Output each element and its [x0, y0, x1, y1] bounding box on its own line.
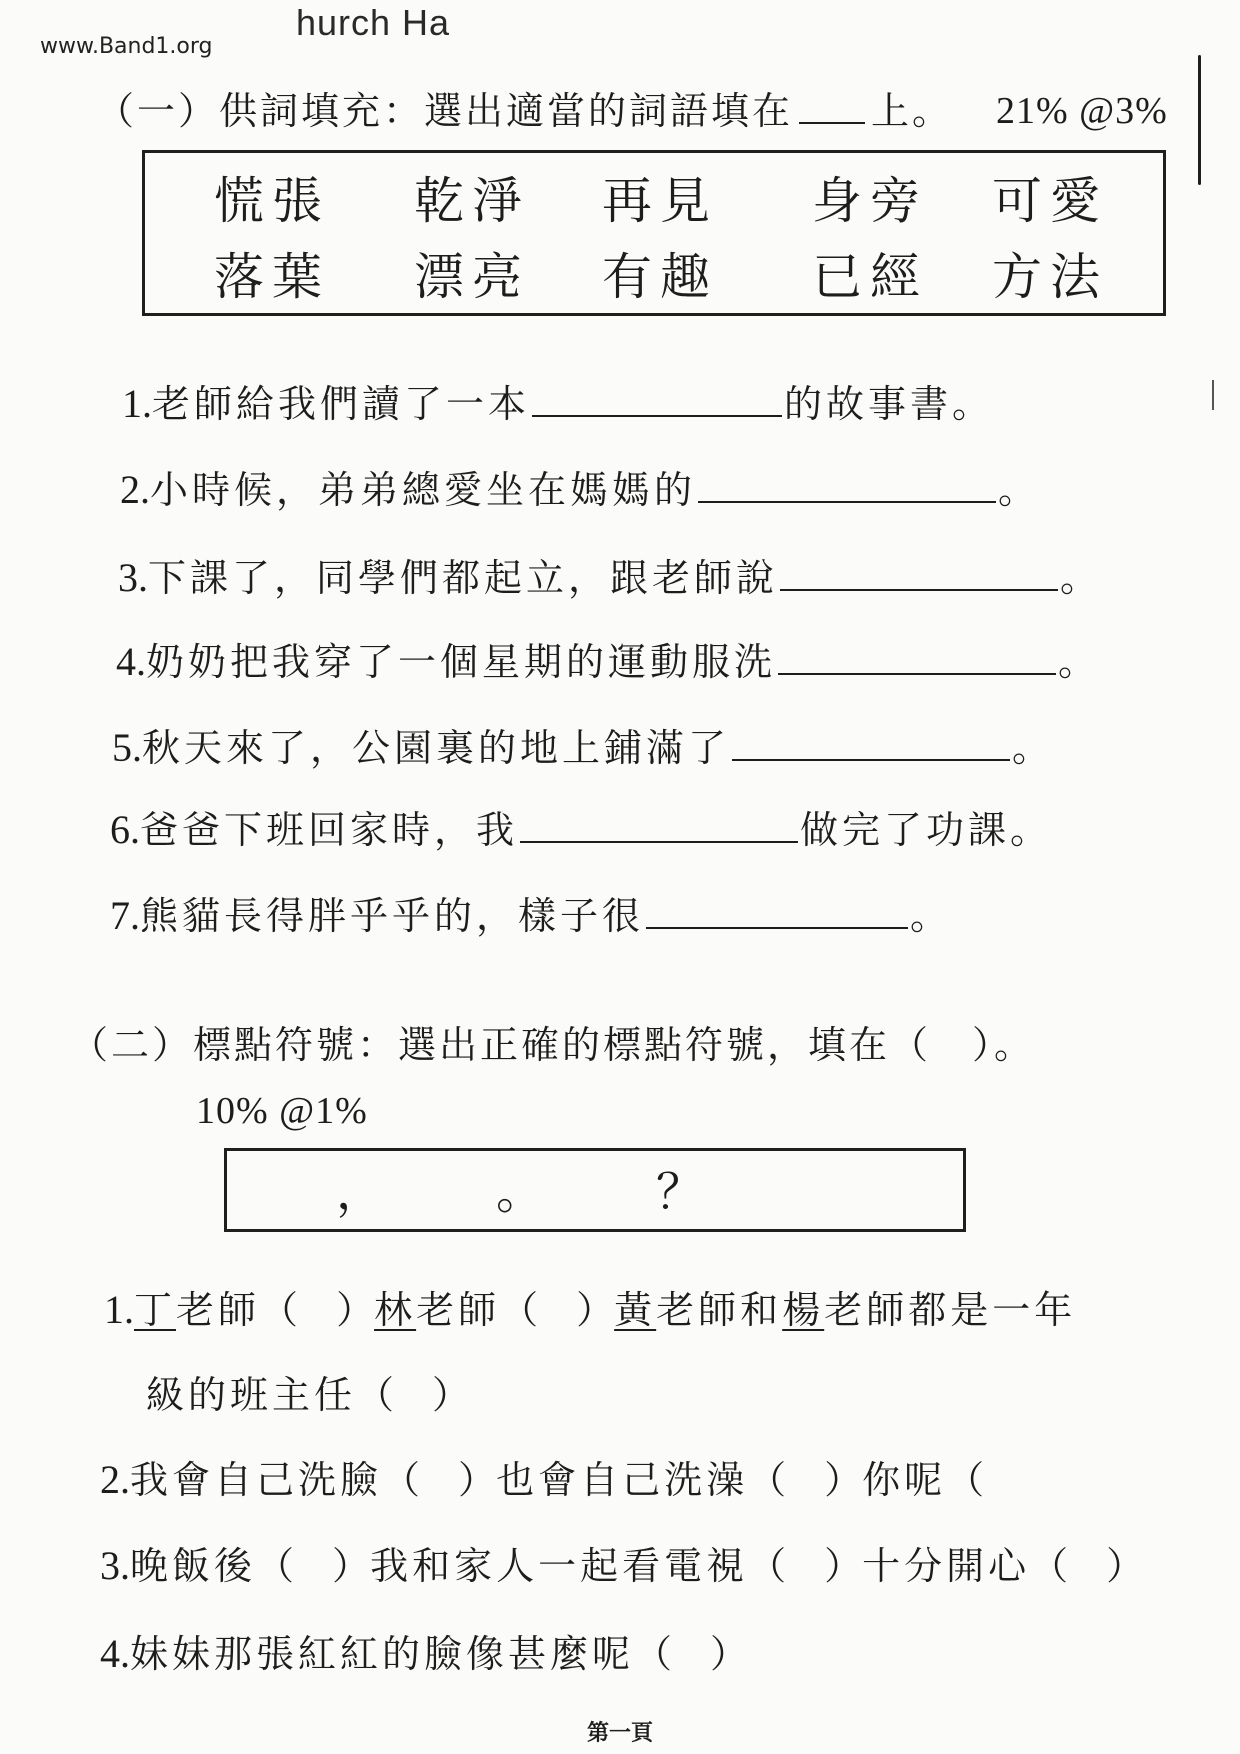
word-bank-item: 漂亮 [414, 248, 530, 306]
watermark-url[interactable]: www.Band1.org [40, 34, 213, 59]
question-text: 熊貓長得胖乎乎的，樣子很 [140, 894, 645, 938]
answer-blank[interactable] [732, 729, 1010, 761]
question-number: 4. [116, 639, 146, 684]
word-bank-item: 方法 [992, 248, 1108, 306]
surname-ding: 丁 [134, 1288, 177, 1332]
punct-question-4 [100, 1631, 749, 1676]
section2-title: （二）標點符號：選出正確的標點符號，填在（ ）。 [70, 1023, 1036, 1067]
fill-question-6 [110, 807, 1053, 852]
question-text-end: 的故事書。 [784, 382, 995, 426]
answer-blank[interactable] [698, 471, 996, 503]
question-number: 7. [110, 893, 140, 938]
question-number: 3. [100, 1543, 130, 1588]
question-text: 老師 [176, 1288, 261, 1332]
answer-blank[interactable] [780, 559, 1058, 591]
margin-line-short [1212, 380, 1214, 410]
answer-blank[interactable] [532, 385, 782, 417]
word-bank-item: 可愛 [992, 172, 1108, 230]
question-number: 4. [100, 1631, 130, 1676]
section1-title-text: （一）供詞填充：選出適當的詞語填在 [96, 89, 794, 133]
question-number: 3. [118, 555, 148, 600]
question-text: 老師給我們讀了一本 [152, 382, 531, 426]
word-bank-item: 乾淨 [414, 172, 530, 230]
question-text: 老師 [416, 1288, 501, 1332]
margin-line [1198, 55, 1201, 185]
section2-score: 10% @1% [196, 1090, 368, 1132]
question-number: 2. [120, 467, 150, 512]
question-number: 1. [122, 381, 152, 426]
section1-score: 21% @3% [996, 90, 1168, 132]
section1-title [96, 89, 954, 133]
question-text: 秋天來了，公園裏的地上鋪滿了 [142, 726, 731, 770]
question-number: 2. [100, 1457, 130, 1502]
fill-question-7 [110, 893, 953, 938]
question-text: 晚飯後 [130, 1544, 257, 1588]
answer-paren[interactable]: （ ） [748, 1544, 863, 1588]
answer-paren[interactable]: （ ） [356, 1373, 471, 1417]
fill-question-4 [116, 639, 1101, 684]
answer-paren[interactable]: （ ） [256, 1544, 371, 1588]
punct-question-2 [100, 1457, 985, 1502]
question-text-end: 。 [1058, 640, 1101, 684]
fill-question-3 [118, 555, 1103, 600]
answer-paren[interactable]: （ ） [382, 1458, 497, 1502]
word-bank-item: 已經 [812, 248, 928, 306]
answer-paren[interactable]: （ ） [260, 1288, 375, 1332]
answer-blank[interactable] [520, 811, 798, 843]
question-number: 1. [104, 1287, 134, 1332]
question-text-end: 。 [1060, 556, 1103, 600]
section1-title-suffix: 上。 [871, 89, 954, 133]
word-bank-item: 身旁 [812, 172, 928, 230]
question-number: 6. [110, 807, 140, 852]
answer-paren[interactable]: （ ） [634, 1632, 749, 1676]
header-fragment: hurch Ha [296, 2, 451, 42]
title-blank [799, 94, 865, 124]
question-text: 老師和 [656, 1288, 783, 1332]
fill-question-1 [122, 381, 995, 426]
question-text: 我和家人一起看電視 [370, 1544, 749, 1588]
question-text-end: 。 [1012, 726, 1055, 770]
answer-paren[interactable]: （ ） [748, 1458, 863, 1502]
question-text: 十分開心 [862, 1544, 1031, 1588]
punct-question-1-line2 [146, 1373, 471, 1417]
word-bank-item: 慌張 [214, 172, 330, 230]
comma-mark: ， [336, 1164, 385, 1220]
question-text: 下課了，同學們都起立，跟老師說 [148, 556, 779, 600]
answer-paren[interactable]: （ [946, 1458, 985, 1502]
question-text-end: 。 [910, 894, 953, 938]
question-text: 級的班主任 [146, 1373, 357, 1417]
surname-lin: 林 [374, 1288, 417, 1332]
question-mark: ？ [656, 1164, 705, 1220]
question-text: 你呢 [862, 1458, 947, 1502]
question-text: 奶奶把我穿了一個星期的運動服洗 [146, 640, 777, 684]
question-text-end: 。 [998, 468, 1041, 512]
page-number: 第一頁 [586, 1721, 653, 1746]
word-bank-item: 有趣 [602, 248, 718, 306]
question-number: 5. [112, 725, 142, 770]
answer-blank[interactable] [646, 897, 908, 929]
fill-question-2 [120, 467, 1041, 512]
surname-yang: 楊 [782, 1288, 825, 1332]
question-text: 也會自己洗澡 [496, 1458, 749, 1502]
punct-question-1 [104, 1287, 1077, 1332]
period-mark: 。 [496, 1164, 545, 1220]
question-text: 我會自己洗臉 [130, 1458, 383, 1502]
punct-question-3 [100, 1543, 1145, 1588]
fill-question-5 [112, 725, 1055, 770]
answer-paren[interactable]: （ ） [500, 1288, 615, 1332]
answer-blank[interactable] [778, 643, 1056, 675]
question-text: 老師都是一年 [824, 1288, 1077, 1332]
question-text: 小時候，弟弟總愛坐在媽媽的 [150, 468, 697, 512]
question-text: 爸爸下班回家時，我 [140, 808, 519, 852]
question-text-end: 做完了功課。 [800, 808, 1053, 852]
surname-huang: 黃 [614, 1288, 657, 1332]
word-bank-item: 再見 [602, 172, 718, 230]
word-bank-item: 落葉 [214, 248, 330, 306]
answer-paren[interactable]: （ ） [1030, 1544, 1145, 1588]
question-text: 妹妹那張紅紅的臉像甚麼呢 [130, 1632, 635, 1676]
